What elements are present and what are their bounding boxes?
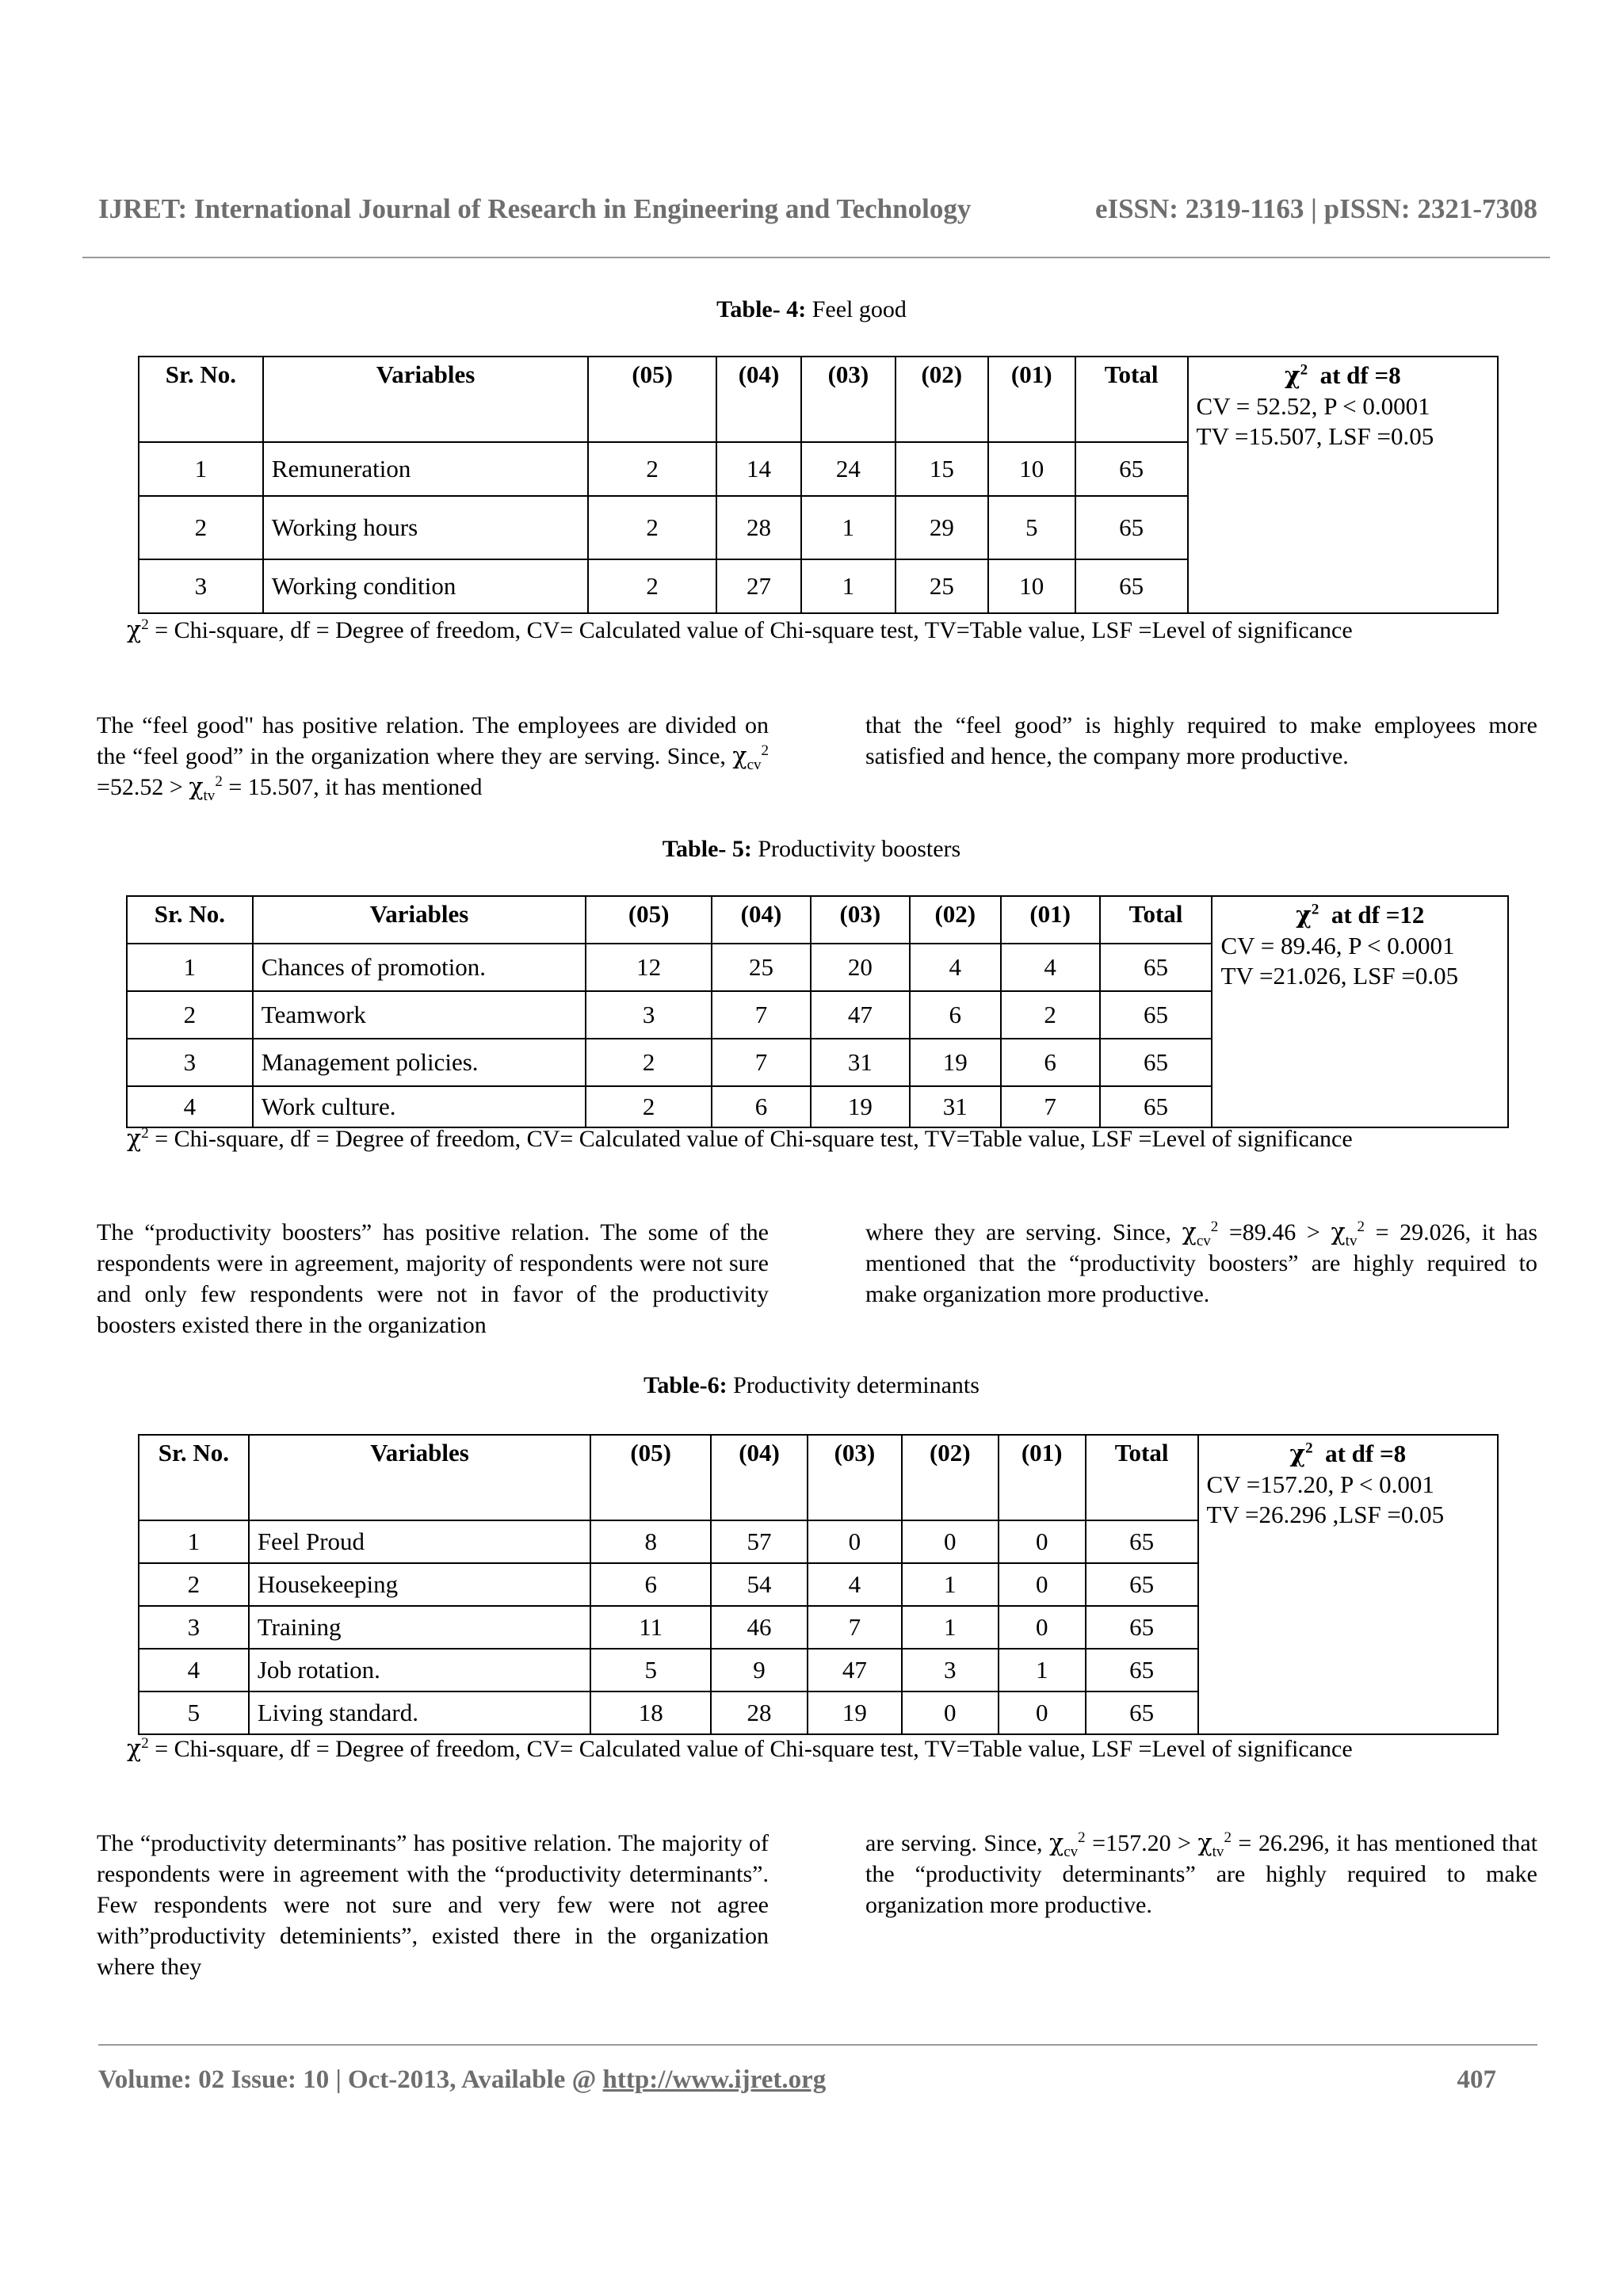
stat-cv: CV = 52.52, P < 0.0001 — [1196, 392, 1430, 420]
cell-03: 1 — [801, 496, 896, 559]
table-feel-good — [138, 356, 1499, 614]
cell-total: 65 — [1100, 1039, 1212, 1086]
cell-variable: Working condition — [263, 559, 589, 613]
paragraph-3-left: The “productivity determinants” has positive relation. The majority of respondents were in agreement with the “productivity determinants”. Few respondents were not sure and very few were not agree with”productivity deteminients”, existed there in the organization where they — [97, 1830, 769, 1980]
table-6-note: $\chi^2$ = Chi-square, df = Degree of freedom, CV= Calculated value of Chi-square test, TV=Table value, LSF =Level of significance — [127, 1735, 1353, 1763]
cell-sr: 4 — [127, 1086, 253, 1127]
page-number: 407 — [1457, 2065, 1496, 2094]
cell-03: 20 — [811, 944, 910, 991]
cell-03: 31 — [811, 1039, 910, 1086]
header-sr-no: Sr. No. — [139, 1435, 249, 1520]
cell-total: 65 — [1075, 559, 1188, 613]
stat-cv: CV = 89.46, P < 0.0001 — [1220, 932, 1455, 959]
header-02: (02) — [896, 357, 988, 442]
cell-sr: 5 — [139, 1691, 249, 1734]
paragraph-2-left: The “productivity boosters” has positive relation. The some of the respondents were in agreement, majority of respondents were not sure and only few respondents were not in favor of the productivity boosters existed there in the organization — [97, 1219, 769, 1338]
paragraph-1-right: that the “feel good” is highly required to make employees more satisfied and hence, the company more productive. — [865, 712, 1537, 769]
cell-05: 11 — [590, 1606, 711, 1649]
cell-total: 65 — [1075, 442, 1188, 496]
cell-sr: 1 — [139, 1520, 249, 1563]
chi-square-stats — [1212, 896, 1508, 1127]
cell-total: 65 — [1086, 1563, 1198, 1606]
cell-02: 0 — [902, 1691, 999, 1734]
table-header-row — [139, 357, 1498, 442]
table-productivity-determinants — [138, 1434, 1499, 1735]
header-04: (04) — [711, 1435, 808, 1520]
cell-total: 65 — [1086, 1691, 1198, 1734]
cell-01: 10 — [988, 442, 1075, 496]
cell-03: 47 — [811, 991, 910, 1039]
header-03: (03) — [811, 896, 910, 944]
paragraph-3-right: are serving. Since, $\chi_{cv}^2 =157.20 > \chi_{tv}^2 = 26.296$, it has mentioned that the “productivity determinants” are highly required to make organization more productive. — [865, 1829, 1538, 1918]
table-5-caption — [0, 836, 1623, 863]
cell-04: 57 — [711, 1520, 808, 1563]
cell-01: 2 — [1001, 991, 1100, 1039]
stat-df: at df =12 — [1331, 901, 1425, 929]
header-02: (02) — [902, 1435, 999, 1520]
header-01: (01) — [1001, 896, 1100, 944]
table-4-note: $\chi^2$ = Chi-square, df = Degree of freedom, CV= Calculated value of Chi-square test, TV=Table value, LSF =Level of significance — [127, 616, 1353, 644]
header-sr-no: Sr. No. — [127, 896, 253, 944]
stat-tv: TV =26.296 ,LSF =0.05 — [1206, 1501, 1445, 1528]
cell-05: 3 — [586, 991, 712, 1039]
cell-02: 6 — [910, 991, 1001, 1039]
header-variables: Variables — [253, 896, 586, 944]
table-header-row — [139, 1435, 1498, 1520]
cell-variable: Remuneration — [263, 442, 589, 496]
cell-sr: 3 — [127, 1039, 253, 1086]
cell-01: 4 — [1001, 944, 1100, 991]
cell-02: 19 — [910, 1039, 1001, 1086]
cell-04: 28 — [716, 496, 801, 559]
cell-04: 7 — [712, 991, 811, 1039]
cell-05: 2 — [588, 559, 716, 613]
page-header — [98, 193, 1537, 225]
cell-05: 18 — [590, 1691, 711, 1734]
footer-divider — [98, 2044, 1537, 2046]
paragraph-1-left: The “feel good" has positive relation. The employees are divided on the “feel good” in the organization where they are serving. Since, $\chi_{cv}^2 =52.52 > \chi_{tv}^2 = 15.507$, it has mentioned — [97, 712, 769, 804]
cell-total: 65 — [1100, 944, 1212, 991]
cell-variable: Working hours — [263, 496, 589, 559]
cell-05: 2 — [588, 442, 716, 496]
cell-01: 0 — [999, 1606, 1086, 1649]
cell-04: 7 — [712, 1039, 811, 1086]
cell-03: 4 — [808, 1563, 902, 1606]
table-header-row — [127, 896, 1508, 944]
table-6-label: Table-6: — [643, 1372, 727, 1398]
stat-tv: TV =21.026, LSF =0.05 — [1220, 962, 1459, 990]
cell-total: 65 — [1086, 1649, 1198, 1691]
stat-cv: CV =157.20, P < 0.001 — [1206, 1470, 1434, 1498]
cell-04: 27 — [716, 559, 801, 613]
cell-04: 54 — [711, 1563, 808, 1606]
chi-symbol: χ — [1289, 1440, 1306, 1468]
cell-02: 0 — [902, 1520, 999, 1563]
header-02: (02) — [910, 896, 1001, 944]
stat-df: at df =8 — [1319, 361, 1401, 389]
cell-variable: Housekeeping — [249, 1563, 590, 1606]
stat-heading: $\chi^2$ at df =8 — [1289, 1440, 1407, 1468]
table-6-caption — [0, 1372, 1623, 1399]
table-productivity-boosters — [126, 895, 1509, 1128]
cell-02: 3 — [902, 1649, 999, 1691]
cell-04: 28 — [711, 1691, 808, 1734]
cell-sr: 2 — [139, 496, 263, 559]
cell-03: 47 — [808, 1649, 902, 1691]
header-variables: Variables — [249, 1435, 590, 1520]
cell-variable: Feel Proud — [249, 1520, 590, 1563]
cell-sr: 3 — [139, 559, 263, 613]
header-divider — [82, 257, 1550, 258]
cell-05: 2 — [586, 1086, 712, 1127]
cell-total: 65 — [1086, 1520, 1198, 1563]
header-04: (04) — [716, 357, 801, 442]
header-variables: Variables — [263, 357, 589, 442]
cell-02: 29 — [896, 496, 988, 559]
cell-03: 1 — [801, 559, 896, 613]
cell-03: 19 — [811, 1086, 910, 1127]
cell-variable: Management policies. — [253, 1039, 586, 1086]
header-sr-no: Sr. No. — [139, 357, 263, 442]
cell-01: 7 — [1001, 1086, 1100, 1127]
cell-05: 5 — [590, 1649, 711, 1691]
header-01: (01) — [988, 357, 1075, 442]
cell-01: 6 — [1001, 1039, 1100, 1086]
cell-sr: 1 — [139, 442, 263, 496]
journal-title: IJRET: International Journal of Research in Engineering and Technology — [98, 193, 972, 224]
chi-square-stats — [1188, 357, 1498, 613]
cell-01: 1 — [999, 1649, 1086, 1691]
cell-05: 2 — [588, 496, 716, 559]
header-05: (05) — [586, 896, 712, 944]
cell-total: 65 — [1075, 496, 1188, 559]
cell-05: 8 — [590, 1520, 711, 1563]
cell-02: 15 — [896, 442, 988, 496]
header-05: (05) — [588, 357, 716, 442]
cell-sr: 2 — [127, 991, 253, 1039]
cell-03: 7 — [808, 1606, 902, 1649]
cell-01: 0 — [999, 1691, 1086, 1734]
footer-volume: Volume: 02 Issue: 10 | Oct-2013, Available @ http://www.ijret.org — [98, 2065, 827, 2094]
cell-variable: Living standard. — [249, 1691, 590, 1734]
journal-link[interactable]: http://www.ijret.org — [602, 2065, 827, 2094]
table-4-caption — [0, 296, 1623, 323]
cell-total: 65 — [1086, 1606, 1198, 1649]
cell-04: 6 — [712, 1086, 811, 1127]
cell-variable: Training — [249, 1606, 590, 1649]
cell-04: 25 — [712, 944, 811, 991]
table-4-label: Table- 4: — [716, 296, 807, 322]
cell-02: 25 — [896, 559, 988, 613]
header-total: Total — [1075, 357, 1188, 442]
cell-sr: 4 — [139, 1649, 249, 1691]
table-5-title: Productivity boosters — [758, 836, 961, 862]
cell-01: 0 — [999, 1520, 1086, 1563]
cell-05: 2 — [586, 1039, 712, 1086]
cell-01: 10 — [988, 559, 1075, 613]
stat-heading: $\chi^2$ at df =12 — [1296, 901, 1425, 929]
chi-symbol: χ — [1296, 902, 1312, 929]
cell-sr: 2 — [139, 1563, 249, 1606]
cell-total: 65 — [1100, 1086, 1212, 1127]
cell-03: 19 — [808, 1691, 902, 1734]
cell-variable: Chances of promotion. — [253, 944, 586, 991]
cell-03: 24 — [801, 442, 896, 496]
cell-04: 14 — [716, 442, 801, 496]
stat-tv: TV =15.507, LSF =0.05 — [1196, 422, 1434, 450]
table-4-title: Feel good — [812, 296, 907, 322]
journal-issn: eISSN: 2319-1163 | pISSN: 2321-7308 — [1094, 193, 1537, 224]
cell-variable: Teamwork — [253, 991, 586, 1039]
table-5-label: Table- 5: — [662, 836, 752, 862]
cell-sr: 3 — [139, 1606, 249, 1649]
header-03: (03) — [801, 357, 896, 442]
header-05: (05) — [590, 1435, 711, 1520]
cell-total: 65 — [1100, 991, 1212, 1039]
cell-02: 1 — [902, 1606, 999, 1649]
stat-heading: $\chi^2$ at df =8 — [1284, 361, 1401, 390]
page-footer — [98, 2065, 1496, 2095]
cell-02: 1 — [902, 1563, 999, 1606]
chi-square-stats — [1198, 1435, 1498, 1734]
cell-01: 5 — [988, 496, 1075, 559]
cell-02: 31 — [910, 1086, 1001, 1127]
cell-variable: Work culture. — [253, 1086, 586, 1127]
paragraph-2-right: where they are serving. Since, $\chi_{cv}^2 =89.46 > \chi_{tv}^2 = 29.026$, it has mentioned that the “productivity boosters” are highly required to make organization more productive. — [865, 1219, 1538, 1307]
header-total: Total — [1100, 896, 1212, 944]
chi-symbol: χ — [1284, 362, 1300, 390]
cell-01: 0 — [999, 1563, 1086, 1606]
cell-sr: 1 — [127, 944, 253, 991]
table-5-note: $\chi^2$ = Chi-square, df = Degree of freedom, CV= Calculated value of Chi-square test, TV=Table value, LSF =Level of significance — [127, 1125, 1353, 1153]
cell-02: 4 — [910, 944, 1001, 991]
cell-03: 0 — [808, 1520, 902, 1563]
header-04: (04) — [712, 896, 811, 944]
header-01: (01) — [999, 1435, 1086, 1520]
cell-04: 9 — [711, 1649, 808, 1691]
table-6-title: Productivity determinants — [733, 1372, 980, 1398]
stat-df: at df =8 — [1325, 1440, 1407, 1467]
cell-05: 6 — [590, 1563, 711, 1606]
header-03: (03) — [808, 1435, 902, 1520]
header-total: Total — [1086, 1435, 1198, 1520]
cell-04: 46 — [711, 1606, 808, 1649]
cell-05: 12 — [586, 944, 712, 991]
cell-variable: Job rotation. — [249, 1649, 590, 1691]
